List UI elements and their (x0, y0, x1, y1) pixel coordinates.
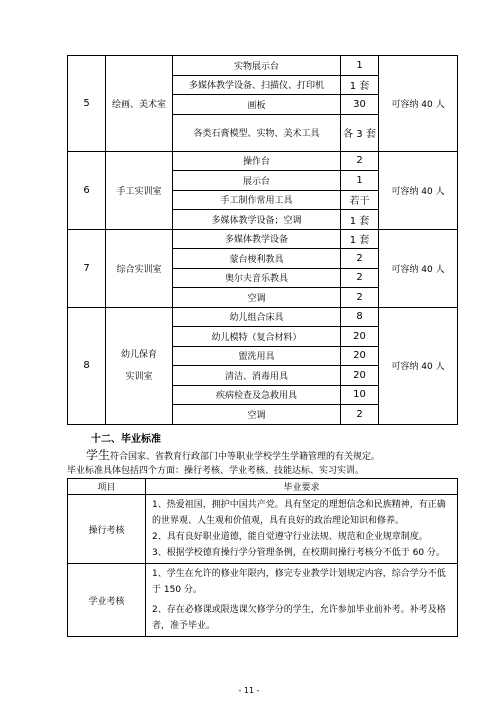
intro-paragraph (86, 446, 380, 463)
graduation-table (67, 478, 458, 637)
equipment-item: 清洁、消毒用具 (173, 366, 341, 386)
room-name: 综合实训室 (106, 229, 173, 307)
equipment-item: 操作台 (173, 151, 341, 171)
equipment-qty: 2 (341, 151, 379, 171)
equipment-item: 实物展示台 (173, 56, 341, 76)
table-row (68, 56, 458, 76)
equipment-qty: 若干 (341, 190, 379, 210)
requirement-text: 3、根据学校德育操行学分管理条例，在校期间操行考核分不低于 60 分。 (152, 548, 445, 558)
equipment-item: 手工制作常用工具 (173, 190, 341, 210)
room-number: 6 (68, 151, 106, 229)
equipment-item: 奥尔夫音乐教具 (173, 268, 341, 288)
equipment-item: 幼儿组合床具 (173, 307, 341, 327)
equipment-qty: 20 (341, 327, 379, 347)
intro-text: 符合国家、省教育行政部门中等职业学校学生学籍管理的有关规定。 (110, 452, 381, 462)
room-name: 幼儿保育实训室 (106, 307, 173, 424)
requirement-text: 2、具有良好职业道德，能自觉遵守行业法规、规范和企业规章制度。 (152, 532, 428, 542)
equipment-qty: 1 套 (341, 229, 379, 249)
equipment-qty: 2 (341, 249, 379, 269)
equipment-item: 空调 (173, 405, 341, 425)
requirements-cell (146, 564, 458, 637)
equipment-qty: 1 套 (341, 75, 379, 95)
equipment-item: 多媒体教学设备、扫描仪、打印机 (173, 75, 341, 95)
room-name: 手工实训室 (106, 151, 173, 229)
table-header-row (68, 479, 458, 495)
requirement-text: 1、热爱祖国，拥护中国共产党。具有坚定的理想信念和民族精神，有正确的世界观、人生观和价值观，具有良好的政治理论知识和修养。 (152, 500, 446, 526)
equipment-qty: 各 3 套 (341, 114, 379, 151)
room-capacity: 可容纳 40 人 (379, 56, 458, 152)
equipment-item: 幼儿模特（复合材料） (173, 327, 341, 347)
room-capacity: 可容纳 40 人 (379, 151, 458, 229)
equipment-qty: 1 (341, 171, 379, 191)
criteria-paragraph: 毕业标准具体包括四个方面：操行考核、学业考核、技能达标、实习实训。 (67, 466, 365, 476)
column-header-item: 项目 (68, 479, 146, 495)
equipment-qty: 2 (341, 288, 379, 308)
assessment-item: 学业考核 (68, 564, 146, 637)
equipment-qty: 2 (341, 405, 379, 425)
requirement-text: 1、学生在允许的修业年限内，修完专业教学计划规定内容，综合学分不低于 150 分。 (152, 569, 446, 595)
equipment-qty: 20 (341, 366, 379, 386)
equipment-qty: 20 (341, 346, 379, 366)
equipment-qty: 8 (341, 307, 379, 327)
room-capacity: 可容纳 40 人 (379, 307, 458, 424)
equipment-table (67, 55, 458, 425)
equipment-qty: 1 套 (341, 210, 379, 230)
page-number: - 11 - (238, 686, 260, 695)
equipment-item: 蒙台梭利教具 (173, 249, 341, 269)
table-row (68, 564, 458, 637)
intro-first-word: 学生 (86, 448, 111, 462)
room-name: 绘画、美术室 (106, 56, 173, 152)
room-number: 5 (68, 56, 106, 152)
equipment-qty: 2 (341, 268, 379, 288)
equipment-item: 展示台 (173, 171, 341, 191)
table-row (68, 495, 458, 564)
equipment-item: 疾病检查及急救用具 (173, 385, 341, 405)
requirement-text: 2、存在必修课或限选课欠修学分的学生，允许参加毕业前补考。补考及格者，准予毕业。 (152, 605, 446, 631)
equipment-qty: 1 (341, 56, 379, 76)
equipment-item: 多媒体教学设备；空调 (173, 210, 341, 230)
assessment-item: 操行考核 (68, 495, 146, 564)
section-heading: 十二、毕业标准 (91, 434, 161, 445)
equipment-item: 空调 (173, 288, 341, 308)
room-number: 7 (68, 229, 106, 307)
room-number: 8 (68, 307, 106, 424)
equipment-qty: 30 (341, 95, 379, 115)
table-row (68, 151, 458, 171)
table-row (68, 229, 458, 249)
equipment-item: 画板 (173, 95, 341, 115)
equipment-qty: 10 (341, 385, 379, 405)
room-capacity: 可容纳 40 人 (379, 229, 458, 307)
equipment-item: 盥洗用具 (173, 346, 341, 366)
requirements-cell (146, 495, 458, 564)
table-row (68, 307, 458, 327)
equipment-item: 各类石膏模型、实物、美术工具 (173, 114, 341, 151)
column-header-requirements: 毕业要求 (146, 479, 458, 495)
equipment-item: 多媒体教学设备 (173, 229, 341, 249)
